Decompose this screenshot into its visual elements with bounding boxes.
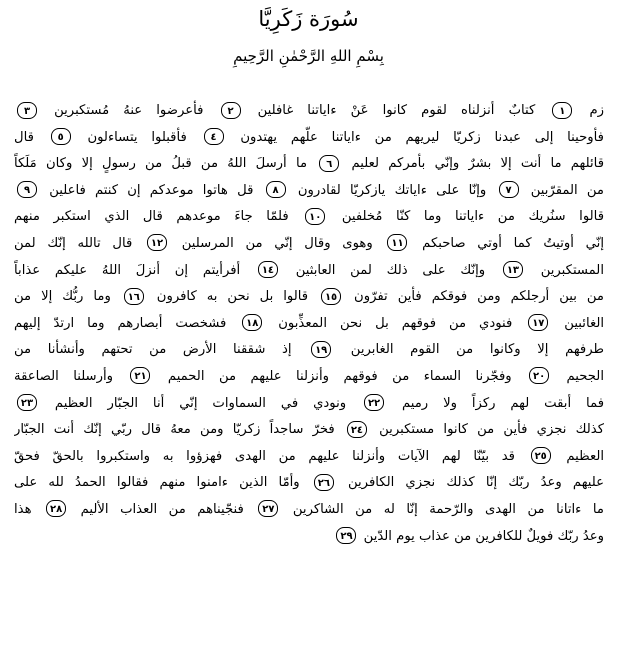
ayah-number-marker: ١٨ bbox=[242, 314, 262, 331]
text-segment: أفرأيتم إن أنزلَ اللهُ عليكم عذاباً bbox=[14, 262, 255, 278]
text-segment: فأوحينا إلى عبدنا زكريّا ليريهم من ءاياتنا علّهم يهتدون bbox=[226, 129, 604, 145]
text-segment: وهوى وقال إنّي من المرسلين bbox=[170, 235, 385, 251]
text-segment: فنجّيناهم من العذاب الأليم bbox=[69, 501, 256, 517]
text-segment: ما ءاتانا من الهدى والرّحمة إنّا له من الشاكرين bbox=[281, 501, 604, 517]
ayah-number-marker: ٢٤ bbox=[347, 421, 367, 438]
text-segment: الجحيم bbox=[552, 368, 604, 384]
text-line bbox=[14, 497, 604, 524]
text-segment: وعدُ ربّك فويلٌ للكافرين من عذاب يوم الدّين bbox=[359, 528, 604, 544]
ayah-number-marker: ١١ bbox=[387, 234, 407, 251]
ayah-number-marker: ١٥ bbox=[321, 288, 341, 305]
text-line bbox=[14, 417, 604, 444]
text-segment: كذلك نجزي فأين من كانوا مستكبرين bbox=[369, 422, 604, 438]
ayah-number-marker: ٤ bbox=[204, 128, 224, 145]
ayah-number-marker: ٥ bbox=[51, 128, 71, 145]
text-segment: قال تالله إنّك لمن bbox=[14, 235, 145, 251]
ayah-number-marker: ٢١ bbox=[130, 367, 150, 384]
ayah-number-marker: ١٧ bbox=[528, 314, 548, 331]
ayah-number-marker: ٢٥ bbox=[531, 447, 551, 464]
ayah-number-marker: ١٩ bbox=[311, 341, 331, 358]
text-line bbox=[14, 204, 604, 231]
text-line bbox=[14, 470, 604, 497]
text-segment: فشخصت أبصارهم وما ارتدّ إليهم bbox=[14, 315, 240, 331]
text-segment: من المقرّبين bbox=[521, 182, 604, 198]
text-line bbox=[14, 125, 604, 152]
ayah-number-marker: ١٤ bbox=[258, 261, 278, 278]
text-line bbox=[14, 98, 604, 125]
text-segment: قالوا سنُريك من ءاياتنا وما كنّا مُخلفين bbox=[328, 209, 604, 225]
surah-title: سُورَة زَكَرِيَّا bbox=[258, 7, 359, 31]
ayah-number-marker: ١٢ bbox=[147, 234, 167, 251]
text-line bbox=[14, 311, 604, 338]
text-segment: قل هاتوا موعدكم إن كنتم فاعلين bbox=[40, 182, 263, 198]
ayah-number-marker: ١٦ bbox=[124, 288, 144, 305]
ayah-number-marker: ٧ bbox=[499, 181, 519, 198]
text-segment: ما أرسلَ اللهُ من قبلُ من رسولٍ إلا وكان مَلَكاً bbox=[14, 156, 317, 172]
basmala: بِسْمِ اللهِ الرَّحْمٰنِ الرَّحِيمِ bbox=[233, 47, 384, 65]
ayah-number-marker: ٢٧ bbox=[258, 500, 278, 517]
text-segment: قال bbox=[14, 129, 48, 145]
text-segment: وإنّك على ذلك لمن العابثين bbox=[280, 262, 500, 278]
text-segment: وإنّا على ءاياتك يازكريّا لقادرون bbox=[288, 182, 496, 198]
text-line bbox=[14, 337, 604, 364]
text-segment: كتابٌ أنزلناه لقوم كانوا عَنْ ءاياتنا غافلين bbox=[243, 103, 550, 118]
text-line bbox=[14, 178, 604, 205]
text-line bbox=[14, 258, 604, 285]
text-line bbox=[14, 444, 604, 471]
text-segment: زم bbox=[575, 103, 604, 118]
ayah-number-marker: ٣ bbox=[17, 102, 37, 119]
ayah-number-marker: ١ bbox=[552, 102, 572, 119]
ayah-number-marker: ٢٨ bbox=[46, 500, 66, 517]
ayah-number-marker: ٢٣ bbox=[17, 394, 37, 411]
text-segment: العظيم bbox=[553, 448, 604, 464]
text-body bbox=[14, 98, 604, 550]
text-segment: فأعرضوا عنهُ مُستكبرين bbox=[40, 103, 218, 118]
text-segment: إذ شققنا الأرض من تحتهم وأنشأنا من bbox=[14, 342, 309, 358]
text-segment: طرفهم إلا وكانوا من القوم الغابرين bbox=[334, 342, 604, 358]
ayah-number-marker: ٢٦ bbox=[314, 474, 334, 491]
text-segment: قائلهم ما أنت إلا بشرٌ وإنّي بأمركم لعليم bbox=[342, 156, 604, 172]
text-segment: فلمّا جاءَ موعدهم قال الذي استكبر منهم bbox=[14, 209, 303, 225]
text-line bbox=[14, 231, 604, 258]
ayah-number-marker: ٢٩ bbox=[336, 527, 356, 544]
text-segment: ونودي في السماوات إنّي أنا الجبّار العظيم bbox=[40, 395, 362, 411]
text-segment: عليهم وعدُ ربّك إنّا كذلك نجزي الكافرين bbox=[336, 475, 604, 491]
text-segment: فأقبلوا يتساءلون bbox=[73, 129, 201, 145]
text-segment: قد بيّنّا لهم الآيات وأنزلنا عليهم من الهدى فهزؤوا به واستكبروا بالحقّ فحقّ bbox=[14, 448, 528, 464]
text-segment: وفجّرنا السماء من فوقهم وأنزلنا عليهم من الحميم bbox=[153, 368, 527, 384]
text-segment: هذا bbox=[14, 501, 44, 517]
text-segment: إنّي أوتيتُ كما أوتي صاحبكم bbox=[410, 235, 604, 251]
text-segment: وأرسلنا الصاعقة bbox=[14, 368, 128, 384]
ayah-number-marker: ١٠ bbox=[305, 208, 325, 225]
ayah-number-marker: ٩ bbox=[17, 181, 37, 198]
text-line bbox=[14, 151, 604, 178]
text-segment: المستكبرين bbox=[525, 262, 604, 278]
ayah-number-marker: ١٣ bbox=[503, 261, 523, 278]
text-line bbox=[14, 364, 604, 391]
text-segment: فخرّ ساجداً زكريّا ومن معهُ قال ربّي إنّك أنت الجبّار bbox=[14, 422, 344, 438]
ayah-number-marker: ٢٢ bbox=[364, 394, 384, 411]
text-segment: قالوا بل نحن به كافرون bbox=[146, 289, 319, 305]
text-segment: وما ربُّك إلا من bbox=[14, 289, 121, 305]
text-line bbox=[14, 284, 604, 311]
ayah-number-marker: ٨ bbox=[266, 181, 286, 198]
text-segment: فما أبقت لهم ركزاً ولا رميم bbox=[387, 395, 604, 411]
text-segment: وأمّا الذين ءامنوا منهم فقالوا الحمدُ لله على bbox=[14, 475, 311, 491]
text-line bbox=[14, 524, 604, 551]
ayah-number-marker: ٦ bbox=[319, 155, 339, 172]
text-line bbox=[14, 391, 604, 418]
text-segment: من بين أرجلكم ومن فوقكم فأين تفرّون bbox=[344, 289, 604, 305]
text-segment: الغائبين bbox=[551, 315, 604, 331]
ayah-number-marker: ٢ bbox=[221, 102, 241, 119]
ayah-number-marker: ٢٠ bbox=[529, 367, 549, 384]
text-segment: فنودي من فوقهم بل نحن المعذِّبون bbox=[265, 315, 526, 331]
